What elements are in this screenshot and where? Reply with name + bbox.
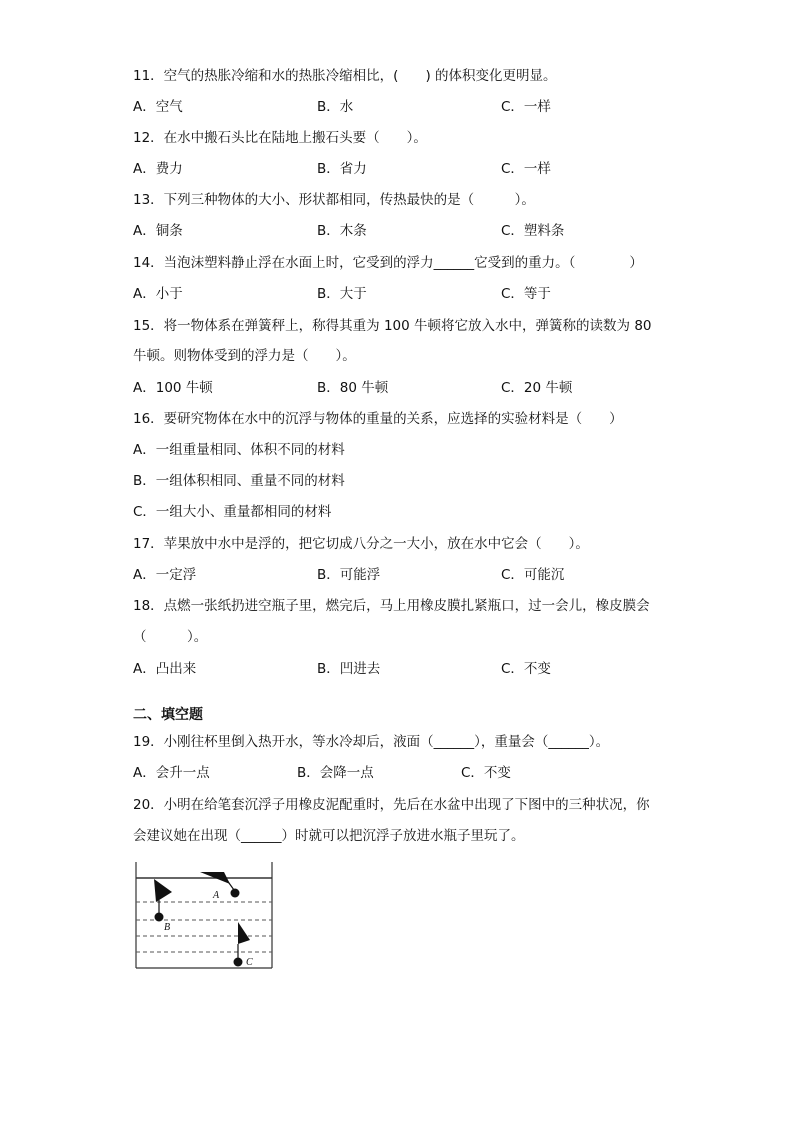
option-b[interactable]: B．水 — [317, 99, 354, 115]
question-12-stem: 12．在水中搬石头比在陆地上搬石头要（ ）。 — [133, 130, 427, 146]
question-11-options — [133, 97, 693, 117]
option-c[interactable]: C．不变 — [501, 661, 551, 677]
option-a[interactable]: A．会升一点 — [133, 765, 210, 781]
question-18-options — [133, 659, 693, 679]
question-20-stem: 20．小明在给笔套沉浮子用橡皮泥配重时，先后在水盆中出现了下图中的三种状况，你 — [133, 797, 650, 813]
option-c[interactable]: C．塑料条 — [501, 223, 565, 239]
option-a[interactable]: A．一组重量相同、体积不同的材料 — [133, 442, 345, 458]
diver-a-weight — [231, 889, 240, 898]
option-b[interactable]: B．大于 — [317, 286, 367, 302]
question-11-stem: 11．空气的热胀冷缩和水的热胀冷缩相比，( ) 的体积变化更明显。 — [133, 68, 557, 84]
diver-c-cone — [238, 922, 250, 944]
label-c: C — [246, 957, 253, 968]
option-b[interactable]: B．80 牛顿 — [317, 380, 389, 396]
diver-c-weight — [234, 958, 243, 967]
diver-figure — [134, 862, 274, 970]
question-17-options — [133, 565, 693, 585]
option-b[interactable]: B．省力 — [317, 161, 367, 177]
question-19-stem: 19．小刚往杯里倒入热开水，等水冷却后，液面（______），重量会（______）。 — [133, 734, 610, 750]
diver-b-weight — [155, 913, 164, 922]
option-a[interactable]: A．一定浮 — [133, 567, 197, 583]
option-b[interactable]: B．会降一点 — [297, 765, 374, 781]
label-b: B — [164, 922, 171, 933]
question-12-options — [133, 159, 693, 179]
option-b[interactable]: B．凹进去 — [317, 661, 381, 677]
option-c[interactable]: C．等于 — [501, 286, 551, 302]
option-b[interactable]: B．可能浮 — [317, 567, 381, 583]
option-a[interactable]: A．100 牛顿 — [133, 380, 213, 396]
option-c[interactable]: C．一样 — [501, 99, 551, 115]
option-a[interactable]: A．费力 — [133, 161, 183, 177]
question-15-stem-continued: 牛顿。则物体受到的浮力是（ ）。 — [133, 348, 356, 364]
option-c[interactable]: C．20 牛顿 — [501, 380, 573, 396]
question-15-options — [133, 378, 693, 398]
question-15-stem: 15．将一物体系在弹簧秤上，称得其重为 100 牛顿将它放入水中，弹簧称的读数为 80 — [133, 318, 652, 334]
option-c[interactable]: C．一样 — [501, 161, 551, 177]
option-c[interactable]: C．不变 — [461, 765, 511, 781]
option-a[interactable]: A．空气 — [133, 99, 183, 115]
option-a[interactable]: A．凸出来 — [133, 661, 197, 677]
option-a[interactable]: A．小于 — [133, 286, 183, 302]
diver-b-cone — [154, 879, 172, 902]
question-16-stem: 16．要研究物体在水中的沉浮与物体的重量的关系，应选择的实验材料是（ ） — [133, 411, 623, 427]
question-13-options — [133, 221, 693, 241]
question-13-stem: 13．下列三种物体的大小、形状都相同，传热最快的是（ ）。 — [133, 192, 535, 208]
question-18-stem-continued: （ ）。 — [133, 629, 208, 645]
option-b[interactable]: B．一组体积相同、重量不同的材料 — [133, 473, 345, 489]
question-14-stem: 14．当泡沫塑料静止浮在水面上时，它受到的浮力______它受到的重力。（ ） — [133, 255, 643, 271]
option-b[interactable]: B．木条 — [317, 223, 367, 239]
question-20-stem-continued: 会建议她在出现（______）时就可以把沉浮子放进水瓶子里玩了。 — [133, 828, 525, 844]
label-a: A — [213, 890, 220, 901]
question-14-options — [133, 284, 693, 304]
question-19-options — [133, 763, 693, 783]
question-18-stem: 18．点燃一张纸扔进空瓶子里，燃完后，马上用橡皮膜扎紧瓶口，过一会儿，橡皮膜会 — [133, 598, 650, 614]
section-title: 二、填空题 — [133, 707, 203, 723]
option-a[interactable]: A．铜条 — [133, 223, 183, 239]
option-c[interactable]: C．一组大小、重量都相同的材料 — [133, 504, 332, 520]
option-c[interactable]: C．可能沉 — [501, 567, 565, 583]
question-17-stem: 17．苹果放中水中是浮的，把它切成八分之一大小，放在水中它会（ ）。 — [133, 536, 589, 552]
